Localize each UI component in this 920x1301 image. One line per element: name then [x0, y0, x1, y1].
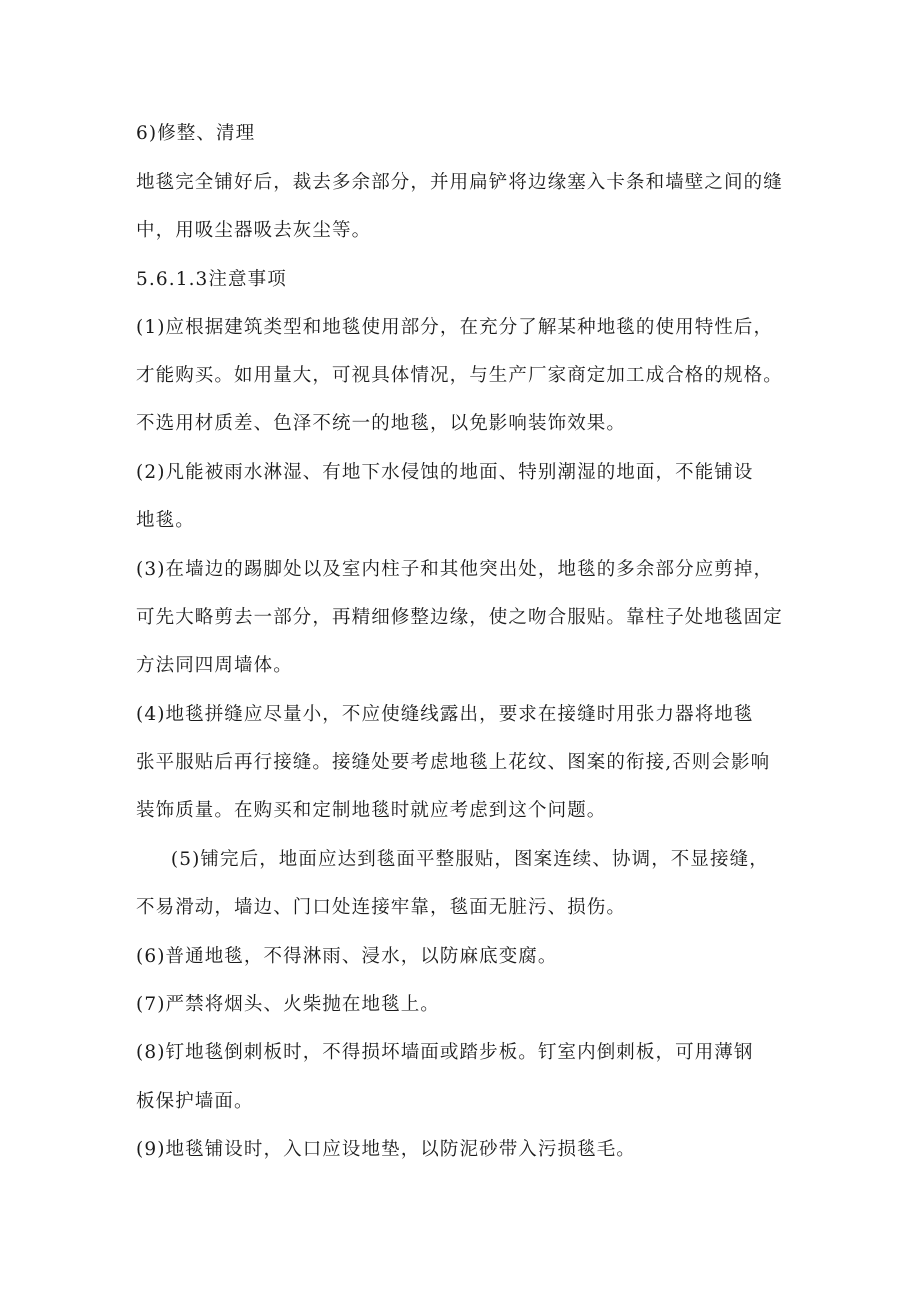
- list-item-6: (6)普通地毯，不得淋雨、浸水，以防麻底变腐。: [136, 946, 558, 967]
- paragraph-line: 不易滑动，墙边、门口处连接牢靠，毯面无脏污、损伤。: [136, 897, 627, 918]
- list-item-8: (8)钉地毯倒刺板时，不得损坏墙面或踏步板。钉室内倒刺板，可用薄钢: [136, 1042, 754, 1063]
- paragraph-line: 地毯。: [136, 510, 195, 531]
- list-item-7: (7)严禁将烟头、火柴抛在地毯上。: [136, 994, 440, 1015]
- paragraph-line: 可先大略剪去一部分，再精细修整边缘，使之吻合服贴。靠柱子处地毯固定: [136, 607, 783, 628]
- list-item-9: (9)地毯铺设时，入口应设地垫，以防泥砂带入污损毯毛。: [136, 1139, 636, 1160]
- list-item-5: (5)铺完后，地面应达到毯面平整服贴，图案连续、协调，不显接缝，: [136, 849, 769, 870]
- list-item-1: (1)应根据建筑类型和地毯使用部分，在充分了解某种地毯的使用特性后，: [136, 317, 774, 338]
- paragraph-line: 不选用材质差、色泽不统一的地毯，以免影响装饰效果。: [136, 413, 627, 434]
- paragraph-line: 地毯完全铺好后，裁去多余部分，并用扁铲将边缘塞入卡条和墙壁之间的缝: [136, 172, 783, 193]
- paragraph-line: 方法同四周墙体。: [136, 655, 293, 676]
- list-item-4: (4)地毯拼缝应尽量小，不应使缝线露出，要求在接缝时用张力器将地毯: [136, 704, 754, 725]
- paragraph-line: 中，用吸尘器吸去灰尘等。: [136, 220, 372, 241]
- list-item-3: (3)在墙边的踢脚处以及室内柱子和其他突出处，地毯的多余部分应剪掉，: [136, 559, 774, 580]
- paragraph-line: 板保护墙面。: [136, 1091, 254, 1112]
- paragraph-line: 才能购买。如用量大，可视具体情况，与生产厂家商定加工成合格的规格。: [136, 365, 783, 386]
- paragraph-line: 装饰质量。在购买和定制地毯时就应考虑到这个问题。: [136, 800, 607, 821]
- list-item-2: (2)凡能被雨水淋湿、有地下水侵蚀的地面、特别潮湿的地面，不能铺设: [136, 462, 754, 483]
- section-heading-trim-clean: 6)修整、清理: [136, 123, 256, 144]
- paragraph-line: 张平服贴后再行接缝。接缝处要考虑地毯上花纹、图案的衔接,否则会影响: [136, 752, 771, 773]
- section-heading-notes: 5.6.1.3注意事项: [136, 269, 287, 290]
